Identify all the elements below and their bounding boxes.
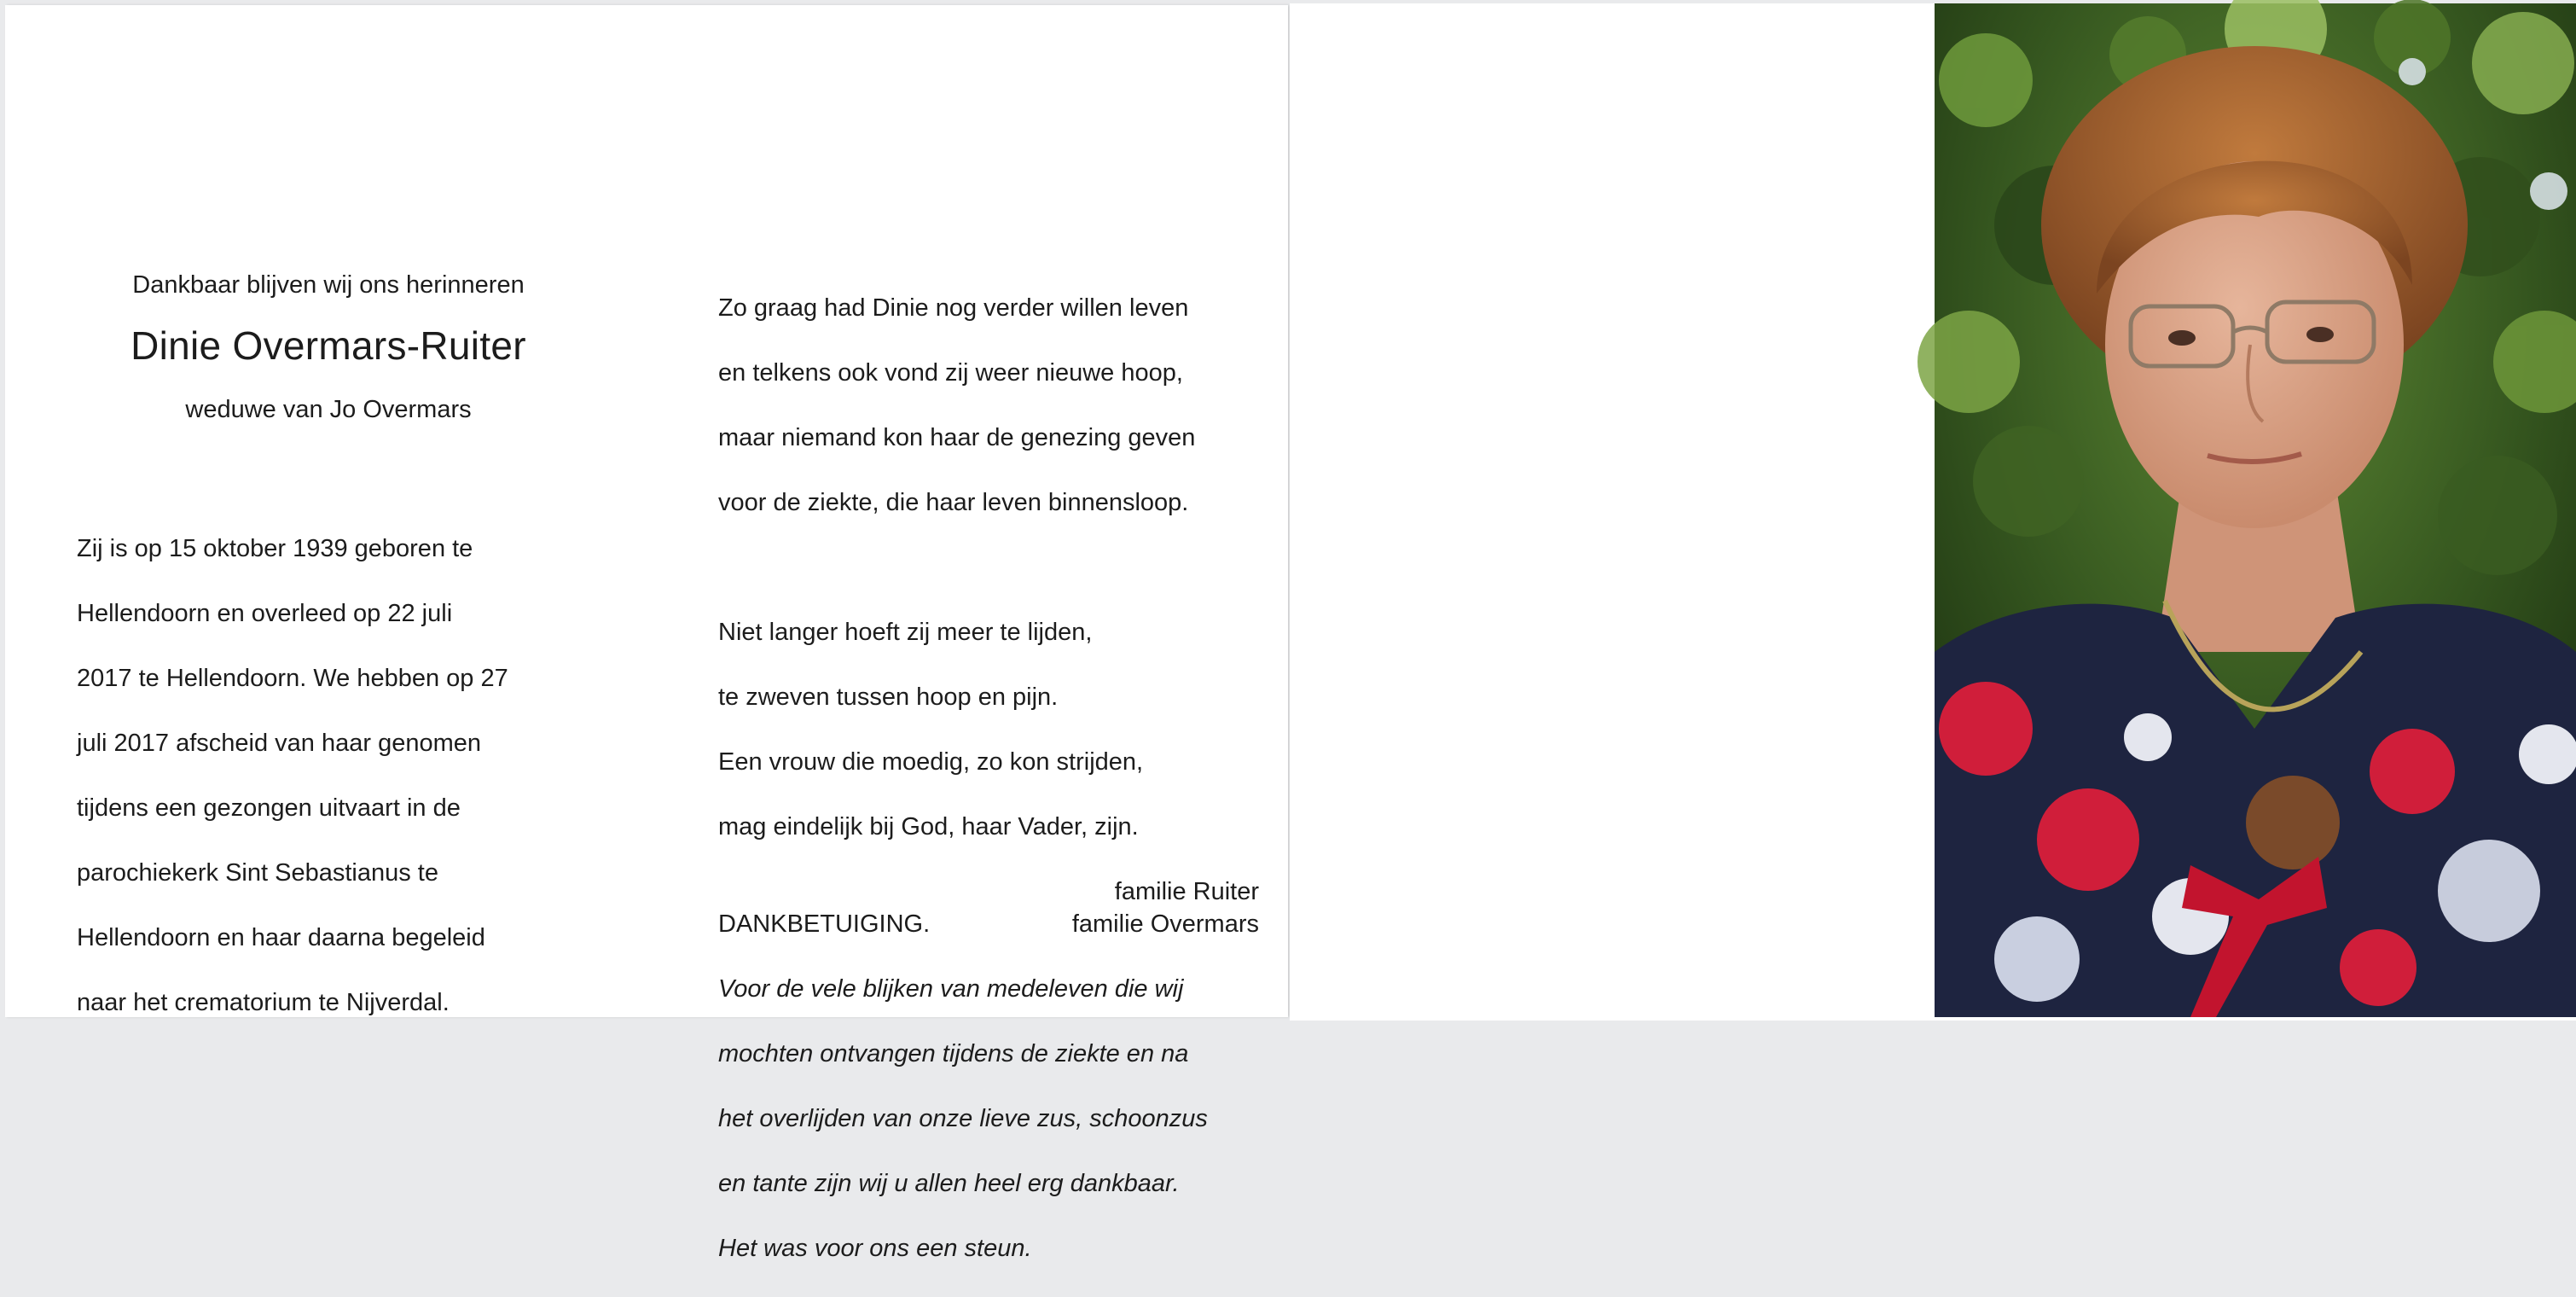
- bio-line: juli 2017 afscheid van haar genomen: [77, 730, 481, 757]
- widow-of-line: weduwe van Jo Overmars: [185, 396, 472, 423]
- poem-line: mag eindelijk bij God, haar Vader, zijn.: [718, 813, 1139, 840]
- poem-stanza-1: [718, 259, 1264, 551]
- bio-line: Hellendoorn en haar daarna begeleid: [77, 924, 485, 951]
- portrait-photo: [1935, 3, 2576, 1017]
- poem-stanza-2: [718, 584, 1264, 875]
- poem-line: maar niemand kon haar de genezing geven: [718, 424, 1196, 451]
- biography: [77, 500, 589, 1051]
- poem-line: Zo graag had Dinie nog verder willen leven: [718, 294, 1189, 322]
- thanks-line: mochten ontvangen tijdens de ziekte en na: [718, 1040, 1189, 1067]
- thanks-line: het overlijden van onze lieve zus, schoonzus: [718, 1105, 1208, 1132]
- bio-line: Hellendoorn en overleed op 22 juli: [77, 600, 453, 627]
- thanks-text: [718, 940, 1264, 1297]
- signature-line: familie Ruiter: [1114, 878, 1259, 905]
- card-inner-page: [5, 5, 1288, 1262]
- signature-line: familie Overmars: [1071, 910, 1259, 938]
- heading-block: [77, 270, 580, 425]
- right-column: [718, 259, 1264, 1297]
- poem-line: te zweven tussen hoop en pijn.: [718, 683, 1059, 711]
- bio-line: Zij is op 15 oktober 1939 geboren te: [77, 535, 473, 562]
- left-column: [77, 270, 589, 1051]
- thanks-line: en tante zijn wij u allen heel erg dankbaar.: [718, 1170, 1180, 1197]
- thanks-line: Het was voor ons een steun.: [718, 1235, 1032, 1262]
- deceased-name: Dinie Overmars-Ruiter: [131, 323, 526, 368]
- thanks-title: DANKBETUIGING.: [718, 910, 931, 938]
- bio-line: parochiekerk Sint Sebastianus te: [77, 859, 438, 887]
- poem-line: voor de ziekte, die haar leven binnensloop.: [718, 489, 1189, 516]
- poem-line: en telkens ook vond zij weer nieuwe hoop,: [718, 359, 1183, 387]
- thanks-line: Voor de vele blijken van medeleven die wij: [718, 975, 1184, 1003]
- portrait-illustration: [1935, 3, 2576, 1017]
- bio-line: naar het crematorium te Nijverdal.: [77, 989, 450, 1016]
- family-signatures: [718, 875, 1259, 940]
- bio-line: 2017 te Hellendoorn. We hebben op 27: [77, 665, 508, 692]
- poem-line: Niet langer hoeft zij meer te lijden,: [718, 619, 1093, 646]
- bio-line: tijdens een gezongen uitvaart in de: [77, 794, 461, 822]
- poem-line: Een vrouw die moedig, zo kon strijden,: [718, 748, 1144, 776]
- intro-line: Dankbaar blijven wij ons herinneren: [132, 271, 525, 299]
